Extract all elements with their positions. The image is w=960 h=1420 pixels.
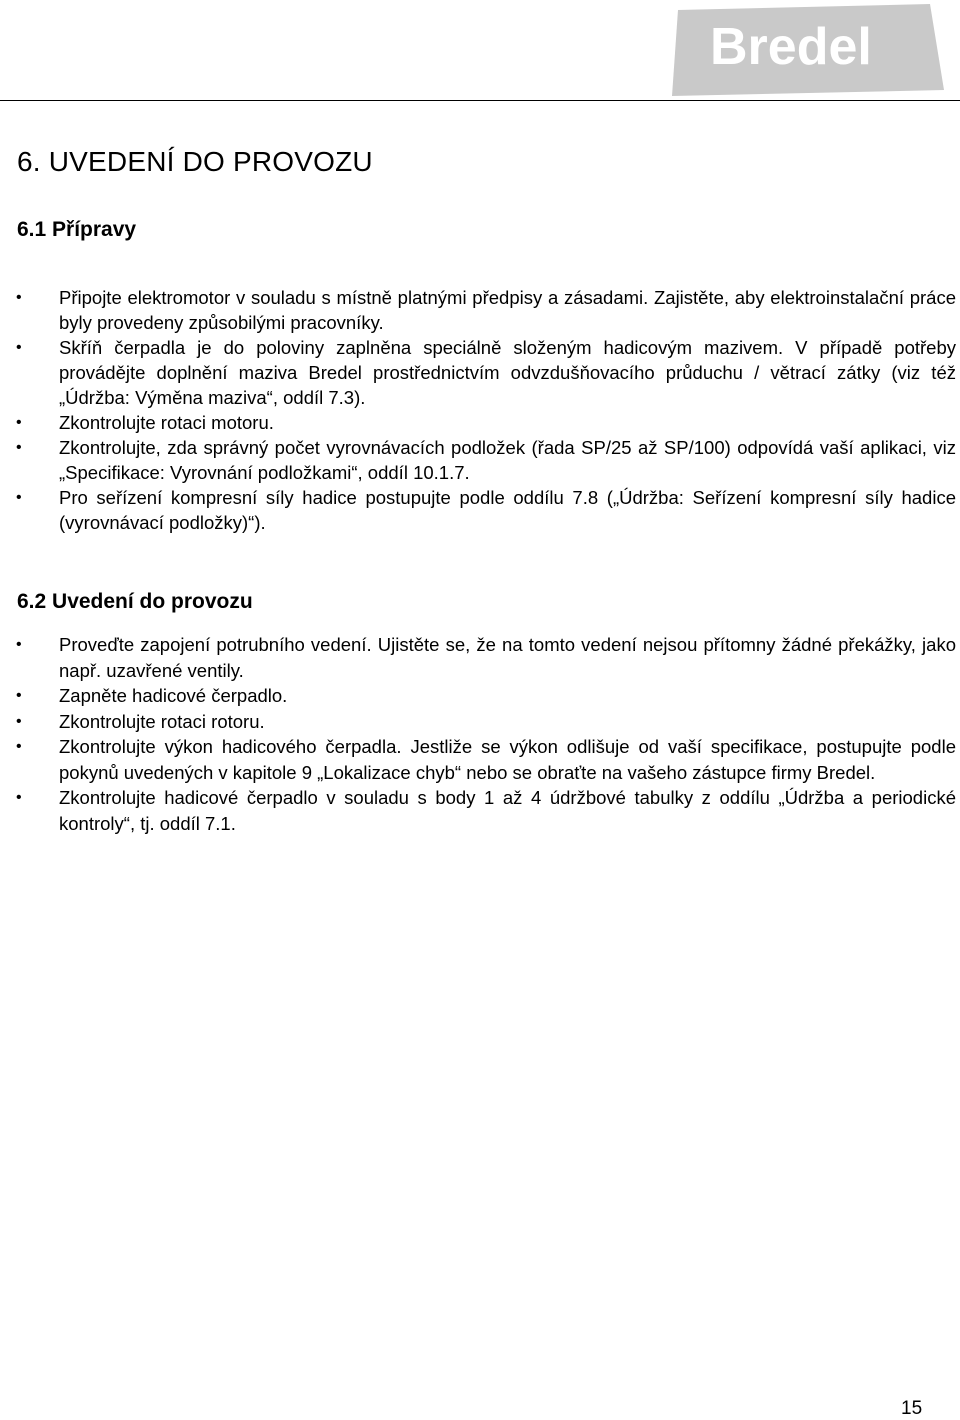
- list-item: [0, 709, 960, 735]
- list-item-text: Zapněte hadicové čerpadlo.: [59, 685, 288, 706]
- logo-text: Bredel: [710, 18, 872, 76]
- header-rule: [0, 100, 960, 101]
- list-item: [0, 335, 960, 410]
- list-item-text: Zkontrolujte, zda správný počet vyrovnávacích podložek (řada SP/25 až SP/100) odpovídá vaší aplikaci, viz „Specifikace: Vyrovnání podložkami“, oddíl 10.1.7.: [59, 437, 956, 483]
- list-item-text: Pro seřízení kompresní síly hadice postupujte podle oddílu 7.8 („Údržba: Seřízení kompresní síly hadice (vyrovnávací podložky)“).: [59, 487, 956, 533]
- list-item: [0, 632, 960, 683]
- list-item: [0, 485, 960, 535]
- list-item: [0, 410, 960, 435]
- bullet-icon: •: [16, 789, 22, 806]
- bullet-icon: •: [16, 339, 22, 356]
- bullet-icon: •: [16, 636, 22, 653]
- list-item-text: Zkontrolujte rotaci rotoru.: [59, 710, 265, 732]
- bredel-logo: [672, 4, 944, 96]
- bullet-icon: •: [16, 414, 22, 431]
- list-item: [0, 785, 960, 836]
- bullet-icon: •: [16, 489, 22, 506]
- page-number: 15: [901, 1398, 923, 1419]
- commissioning-list: [0, 632, 960, 836]
- list-item: [0, 435, 960, 485]
- list-item: [0, 734, 960, 785]
- section-heading-preparations: 6.1 Přípravy: [17, 218, 137, 241]
- list-item-text: Skříň čerpadla je do poloviny zaplněna speciálně složeným hadicovým mazivem. V případě potřeby provádějte doplnění maziva Bredel prostřednictvím odvzdušňovacího průduchu / větrací zátky (viz též „Údržba: Výměna maziva“, oddíl 7.3).: [59, 337, 956, 408]
- preparations-list: [0, 285, 960, 535]
- section-heading-commissioning: 6.2 Uvedení do provozu: [17, 590, 253, 613]
- list-item-text: Zkontrolujte rotaci motoru.: [59, 412, 274, 433]
- bullet-icon: •: [16, 289, 22, 306]
- page-title: 6. UVEDENÍ DO PROVOZU: [17, 146, 373, 177]
- bullet-icon: •: [16, 439, 22, 456]
- list-item: [0, 683, 960, 709]
- list-item-text: Připojte elektromotor v souladu s místně platnými předpisy a zásadami. Zajistěte, aby elektroinstalační práce byly provedeny způsobilými pracovníky.: [59, 287, 956, 333]
- list-item-text: Zkontrolujte hadicové čerpadlo v souladu s body 1 až 4 údržbové tabulky z oddílu „Údržba a periodické kontroly“, tj. oddíl 7.1.: [59, 787, 956, 834]
- list-item: [0, 285, 960, 335]
- bullet-icon: •: [16, 712, 22, 730]
- bullet-icon: •: [16, 687, 22, 704]
- list-item-text: Proveďte zapojení potrubního vedení. Ujistěte se, že na tomto vedení nejsou přítomny žádné překážky, jako např. uzavřené ventily.: [59, 634, 956, 681]
- bullet-icon: •: [16, 738, 22, 755]
- list-item-text: Zkontrolujte výkon hadicového čerpadla. Jestliže se výkon odlišuje od vaší specifikace, postupujte podle pokynů uvedených v kapitole 9 „Lokalizace chyb“ nebo se obraťte na vašeho zástupce firmy Bredel.: [59, 736, 956, 783]
